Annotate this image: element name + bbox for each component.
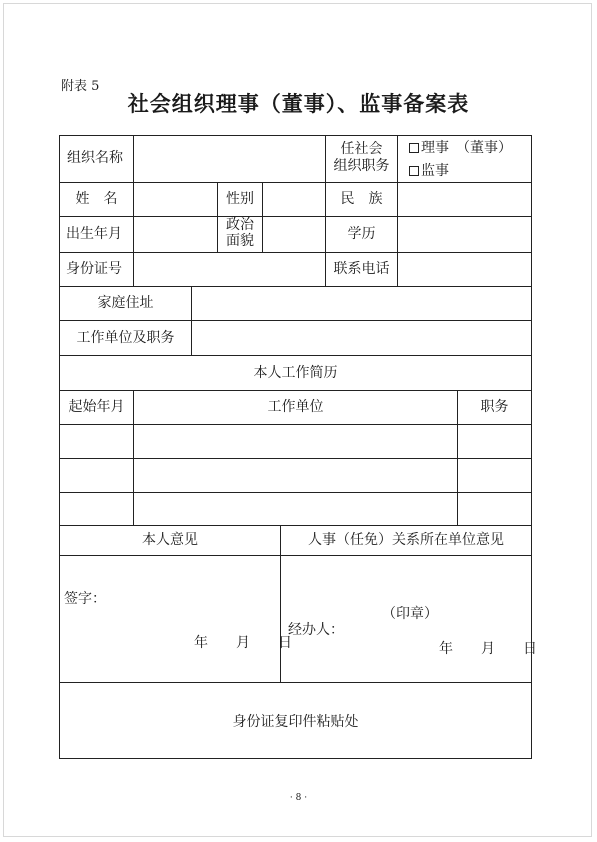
work-unit-label: 工作单位及职务 xyxy=(76,330,175,346)
page-number: · 8 · xyxy=(289,793,308,803)
resume-title: 本人工作简历 xyxy=(253,365,338,381)
id-number-label: 身份证号 xyxy=(66,261,122,277)
option-supervisor[interactable] xyxy=(409,163,449,180)
phone-label: 联系电话 xyxy=(333,261,390,277)
position-label-line1: 任社会 xyxy=(340,141,383,157)
ethnicity-label: 民 族 xyxy=(340,191,383,207)
id-copy-area: 身份证复印件粘贴处 xyxy=(232,714,359,730)
education-label: 学历 xyxy=(347,226,376,242)
birth-date-label: 出生年月 xyxy=(66,226,122,242)
option-director-label: 理事 （董事） xyxy=(421,140,512,156)
handler-label: 经办人： xyxy=(288,622,344,638)
appendix-label: 附表 5 xyxy=(61,79,100,94)
option-director[interactable] xyxy=(409,140,512,157)
resume-duty-header: 职务 xyxy=(480,399,509,415)
form-title: 社会组织理事（董事）、监事备案表 xyxy=(127,91,470,116)
self-opinion-header: 本人意见 xyxy=(142,532,198,548)
hr-date: 年 月 日 xyxy=(439,641,537,657)
name-label: 姓 名 xyxy=(75,191,118,207)
hr-opinion-header: 人事（任免）关系所在单位意见 xyxy=(308,532,504,548)
political-label-line1: 政治 xyxy=(226,217,254,233)
home-address-label: 家庭住址 xyxy=(97,295,154,311)
signature-label: 签字： xyxy=(64,591,106,607)
self-date: 年 月 日 xyxy=(194,635,292,651)
resume-unit-header: 工作单位 xyxy=(267,399,324,415)
gender-label: 性别 xyxy=(226,191,254,207)
checkbox-icon[interactable] xyxy=(409,166,419,176)
checkbox-icon[interactable] xyxy=(409,143,419,153)
start-date-header: 起始年月 xyxy=(68,399,125,415)
position-label-line2: 组织职务 xyxy=(333,158,390,174)
seal-label: （印章） xyxy=(382,606,438,622)
political-label-line2: 面貌 xyxy=(226,233,254,249)
org-name-label: 组织名称 xyxy=(67,150,123,166)
page-border xyxy=(3,3,592,837)
option-supervisor-label: 监事 xyxy=(421,163,449,179)
